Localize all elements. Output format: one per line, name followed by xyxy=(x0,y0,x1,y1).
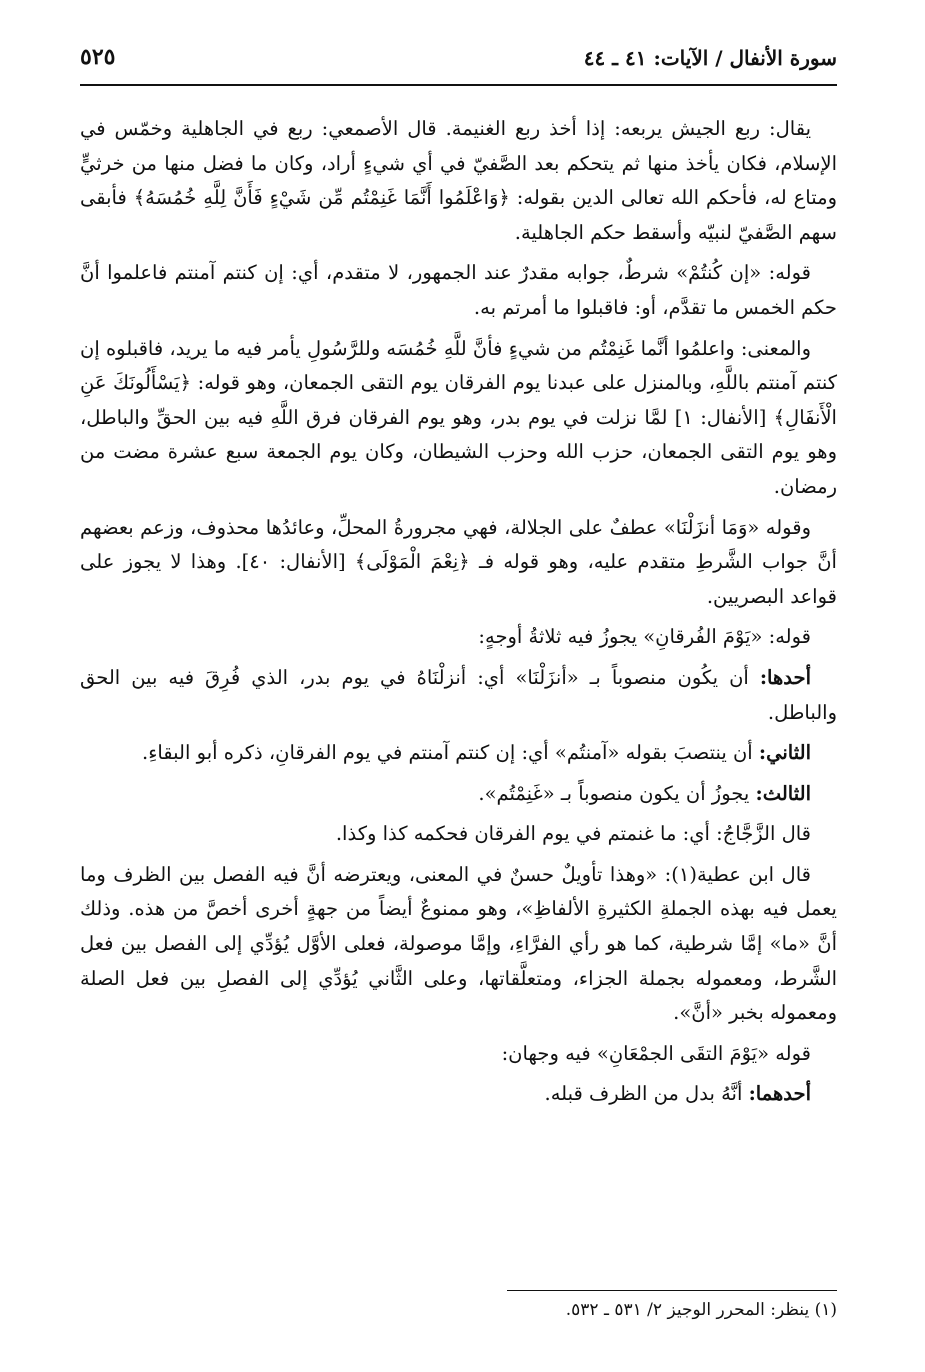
paragraph-rub-explanation xyxy=(80,112,837,250)
paragraph-text: وقوله «وَمَا أنزَلْنَا» عطفٌ على الجلالة، فهي مجرورةُ المحلِّ، وعائدُها محذوف، وزعم بعضهم أنَّ جواب الشَّرطِ متقدم عليه، وهو قوله فـ ﴿نِعْمَ الْمَوْلَى﴾ [الأنفال: ٤٠]. وهذا لا يجوز على قواعد البصريين. xyxy=(80,515,837,608)
main-text xyxy=(80,112,837,1118)
header-divider xyxy=(80,84,837,86)
paragraph-text: يقال: ربع الجيش يربعه: إذا أخذ ربع الغنيمة. قال الأصمعي: ربع في الجاهلية وخمّس في الإسلام، فكان يأخذ منها ثم يتحكم بعد الصَّفيّ في أي شيءٍ أراد، وكان ما فضل منها من خرثيٍّ ومتاع له، فأحكم الله تعالى الدين بقوله: ﴿وَاعْلَمُوا أَنَّمَا غَنِمْتُم مِّن شَيْءٍ فَأَنَّ لِلَّهِ خُمُسَهُ﴾ فأبقى سهم الصَّفيّ لنبيّه وأسقط حكم الجاهلية. xyxy=(80,117,837,244)
paragraph-text: والمعنى: واعلمُوا أنَّما غَنِمْتُم من شيءٍ فأنَّ للَّهِ خُمُسَه وللرَّسُولِ يأمر فيه ما يريد، فاقبلوه إن كنتم آمنتم باللَّهِ، وبالمنزل على عبدنا يوم الفرقان يوم التقى الجمعان، وهو قوله: ﴿يَسْأَلُونَكَ عَنِ الْأَنفَالِ﴾ [الأنفال: ١] لمَّا نزلت في يوم بدر، وهو يوم الفرقان فرق اللَّهِ فيه بين الحقِّ والباطل، وهو يوم التقى الجمعان، حزب الله وحزب الشيطان، وكان يوم الجمعة سبع عشرة مضت من رمضان. xyxy=(80,336,837,498)
paragraph-ma-anzalna xyxy=(80,511,837,615)
paragraph-third-aspect xyxy=(80,777,837,812)
paragraph-zajjaj xyxy=(80,817,837,852)
aspect-term: الثالث: xyxy=(755,781,811,805)
paragraph-text: أنَّهُ بدل من الظرف قبله. xyxy=(544,1082,749,1106)
paragraph-yawm-iltaqa xyxy=(80,1037,837,1072)
paragraph-text: أن يكُون منصوباً بـ «أنزَلْنَا» أي: أنزلْنَاهُ في يوم بدر، الذي فُرِقَ فيه بين الحق والباطل. xyxy=(80,665,837,724)
paragraph-text: يجوزُ أن يكون منصوباً بـ «غَنِمْتُم». xyxy=(478,781,756,805)
aspect-term: الثاني: xyxy=(758,741,811,765)
paragraph-meaning xyxy=(80,332,837,505)
paragraph-text: قال الزَّجَّاجُ: أي: ما غنمتم في يوم الفرقان فحكمه كذا وكذا. xyxy=(335,822,811,846)
paragraph-text: أن ينتصبَ بقوله «آمنتُم» أي: إن كنتم آمنتم في يوم الفرقانِ، ذكره أبو البقاءِ. xyxy=(142,741,759,765)
paragraph-ibn-atiyya xyxy=(80,858,837,1031)
footnote-divider xyxy=(507,1290,837,1291)
footnote: (١) ينظر: المحرر الوجيز ٢/ ٥٣١ ـ ٥٣٢. xyxy=(565,1300,837,1320)
paragraph-yawm-alfurqan xyxy=(80,620,837,655)
paragraph-second-aspect xyxy=(80,736,837,771)
paragraph-text: قال ابن عطية(١): «وهذا تأويلٌ حسنٌ في المعنى، ويعترضه أنَّ فيه الفصل بين الظرف وما يعمل فيه بهذه الجملةِ الكثيرةِ الألفاظِ»، وهو ممنوعٌ أيضاً من جهةٍ أخرى أخصَّ من هذه. وذلك أنَّ «ما» إمَّا شرطية، كما هو رأي الفرَّاءِ، وإمَّا موصولة، فعلى الأوَّل يُؤدِّي إلى الفصل بين فعل الشَّرط، ومعموله بجملة الجزاء، ومتعلَّقاتها، وعلى الثَّاني يُؤدِّي إلى الفصلِ بين فعل الصلة ومعموله بخبر «أنَّ». xyxy=(80,862,837,1025)
aspect-term: أحدها: xyxy=(759,665,811,689)
paragraph-first-of-two xyxy=(80,1077,837,1112)
running-title: سورة الأنفال / الآيات: ٤١ ـ ٤٤ xyxy=(583,46,837,70)
paragraph-text: قوله «يَوْمَ التقَى الجمْعَانِ» فيه وجهان: xyxy=(501,1041,811,1065)
paragraph-text: قوله: «إن كُنتُمْ» شرطٌ، جوابه مقدرٌ عند الجمهور، لا متقدم، أي: إن كنتم آمنتم فاعلموا أنَّ حكم الخمس ما تقدَّم، أو: فاقبلوا ما أمرتم به. xyxy=(80,261,837,319)
paragraph-condition xyxy=(80,256,837,325)
paragraph-first-aspect xyxy=(80,661,837,730)
aspect-term: أحدهما: xyxy=(748,1082,811,1106)
paragraph-text: قوله: «يَوْمَ الفُرقانِ» يجوزُ فيه ثلاثةُ أوجهٍ: xyxy=(478,625,811,649)
page-number: ٥٢٥ xyxy=(80,44,116,70)
page-header xyxy=(80,40,837,80)
